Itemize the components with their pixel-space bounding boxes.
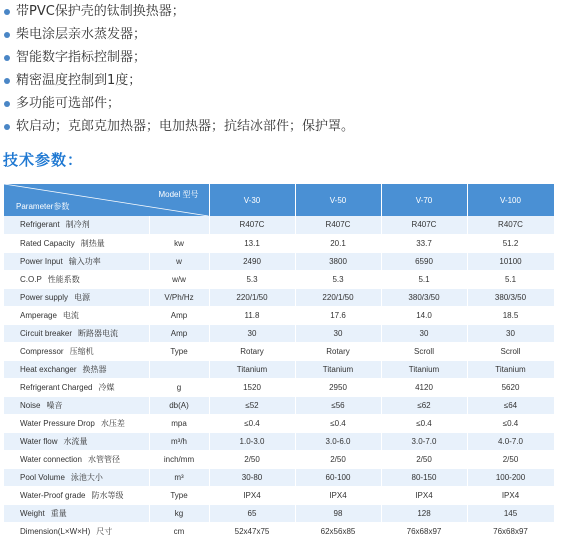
unit-cell: Type <box>149 486 209 504</box>
value-cell: 33.7 <box>381 234 467 252</box>
feature-list <box>0 0 577 138</box>
value-cell: 65 <box>209 504 295 522</box>
unit-cell: Amp <box>149 324 209 342</box>
parameter-header-label: Parameter参数 <box>16 202 70 211</box>
parameter-name-cell <box>4 396 149 414</box>
value-cell: 52x47x75 <box>209 522 295 540</box>
unit-cell: kg <box>149 504 209 522</box>
value-cell: 5620 <box>467 378 554 396</box>
parameter-name-en: Refrigerant Charged <box>20 382 93 392</box>
unit-cell: inch/mm <box>149 450 209 468</box>
parameter-name-cell <box>4 432 149 450</box>
value-cell: 30 <box>381 324 467 342</box>
parameter-name-cell <box>4 414 149 432</box>
bullet-icon <box>4 55 10 61</box>
parameter-name-cn: 制热量 <box>80 238 105 248</box>
table-row <box>4 216 554 234</box>
value-cell: Titanium <box>381 360 467 378</box>
parameter-name-en: Weight <box>20 508 45 518</box>
value-cell: 98 <box>295 504 381 522</box>
table-header-row <box>4 184 554 216</box>
model-column-header: V-30 <box>209 184 295 216</box>
table-row <box>4 522 554 540</box>
unit-cell: kw <box>149 234 209 252</box>
feature-item <box>0 23 577 46</box>
parameter-name-cell <box>4 216 149 234</box>
parameter-name-en: Power Input <box>20 256 63 266</box>
value-cell: 380/3/50 <box>381 288 467 306</box>
value-cell: 5.1 <box>381 270 467 288</box>
parameter-name-cell <box>4 378 149 396</box>
parameter-name-en: Compressor <box>20 346 64 356</box>
value-cell: 80-150 <box>381 468 467 486</box>
unit-cell <box>149 360 209 378</box>
parameter-name-en: Rated Capacity <box>20 238 75 248</box>
value-cell: 30-80 <box>209 468 295 486</box>
value-cell: 1.0-3.0 <box>209 432 295 450</box>
table-row <box>4 342 554 360</box>
feature-item <box>0 0 577 23</box>
parameter-name-en: C.O.P <box>20 274 42 284</box>
feature-text: 精密温度控制到1度； <box>16 73 142 88</box>
value-cell: Scroll <box>467 342 554 360</box>
value-cell: 4120 <box>381 378 467 396</box>
value-cell: 128 <box>381 504 467 522</box>
value-cell: 100-200 <box>467 468 554 486</box>
value-cell: ≤0.4 <box>209 414 295 432</box>
parameter-name-cn: 断路器电流 <box>78 328 119 338</box>
value-cell: ≤64 <box>467 396 554 414</box>
parameter-name-cn: 重量 <box>50 508 67 518</box>
value-cell: 1520 <box>209 378 295 396</box>
table-row <box>4 486 554 504</box>
value-cell: 20.1 <box>295 234 381 252</box>
value-cell: 220/1/50 <box>295 288 381 306</box>
table-row <box>4 270 554 288</box>
bullet-icon <box>4 78 10 84</box>
value-cell: ≤56 <box>295 396 381 414</box>
value-cell: ≤0.4 <box>467 414 554 432</box>
unit-cell: m³ <box>149 468 209 486</box>
table-row <box>4 288 554 306</box>
unit-cell: cm <box>149 522 209 540</box>
parameter-name-en: Dimension(L×W×H) <box>20 526 91 536</box>
parameter-name-en: Power supply <box>20 292 69 302</box>
parameter-name-cn: 电流 <box>62 310 79 320</box>
parameter-name-en: Noise <box>20 400 41 410</box>
parameter-name-en: Pool Volume <box>20 472 65 482</box>
value-cell: 60-100 <box>295 468 381 486</box>
feature-text: 软启动；克郎克加热器；电加热器；抗结冰部件；保护罩。 <box>16 119 355 134</box>
unit-cell: m³/h <box>149 432 209 450</box>
value-cell: 76x68x97 <box>467 522 554 540</box>
feature-item <box>0 115 577 138</box>
parameter-name-en: Refrigerant <box>20 220 60 230</box>
unit-cell: Type <box>149 342 209 360</box>
value-cell: 145 <box>467 504 554 522</box>
value-cell: 4.0-7.0 <box>467 432 554 450</box>
value-cell: 3800 <box>295 252 381 270</box>
value-cell: 30 <box>295 324 381 342</box>
parameter-name-cell <box>4 360 149 378</box>
bullet-icon <box>4 101 10 107</box>
value-cell: R407C <box>295 216 381 234</box>
unit-cell: Amp <box>149 306 209 324</box>
parameter-name-en: Water connection <box>20 454 82 464</box>
unit-cell: w <box>149 252 209 270</box>
table-row <box>4 414 554 432</box>
model-column-header: V-100 <box>467 184 554 216</box>
parameter-name-cell <box>4 522 149 540</box>
value-cell: Titanium <box>295 360 381 378</box>
value-cell: 5.3 <box>295 270 381 288</box>
value-cell: IPX4 <box>467 486 554 504</box>
parameter-name-cell <box>4 324 149 342</box>
table-row <box>4 234 554 252</box>
model-column-header: V-70 <box>381 184 467 216</box>
parameter-name-cn: 输入功率 <box>68 256 101 266</box>
parameter-name-cn: 制冷剂 <box>65 220 90 230</box>
value-cell: 11.8 <box>209 306 295 324</box>
parameter-name-cn: 泳池大小 <box>70 472 103 482</box>
header-corner-cell <box>4 184 209 216</box>
value-cell: 2/50 <box>295 450 381 468</box>
section-title: 技术参数： <box>3 151 84 169</box>
value-cell: 62x56x85 <box>295 522 381 540</box>
parameter-name-cn: 水管管径 <box>87 454 120 464</box>
value-cell: IPX4 <box>295 486 381 504</box>
parameter-name-cell <box>4 450 149 468</box>
value-cell: IPX4 <box>381 486 467 504</box>
value-cell: R407C <box>209 216 295 234</box>
value-cell: Scroll <box>381 342 467 360</box>
table-row <box>4 504 554 522</box>
value-cell: 5.1 <box>467 270 554 288</box>
value-cell: 10100 <box>467 252 554 270</box>
value-cell: 30 <box>467 324 554 342</box>
table-row <box>4 396 554 414</box>
table-row <box>4 252 554 270</box>
feature-item <box>0 92 577 115</box>
parameter-name-cell <box>4 468 149 486</box>
model-header-label: Model 型号 <box>158 190 199 199</box>
value-cell: ≤0.4 <box>381 414 467 432</box>
value-cell: 5.3 <box>209 270 295 288</box>
bullet-icon <box>4 9 10 15</box>
parameter-name-cell <box>4 252 149 270</box>
value-cell: ≤52 <box>209 396 295 414</box>
value-cell: 13.1 <box>209 234 295 252</box>
value-cell: 2490 <box>209 252 295 270</box>
table-row <box>4 378 554 396</box>
spec-table <box>4 184 555 541</box>
parameter-name-cell <box>4 504 149 522</box>
unit-cell: db(A) <box>149 396 209 414</box>
value-cell: 2/50 <box>381 450 467 468</box>
value-cell: Titanium <box>467 360 554 378</box>
parameter-name-cn: 冷媒 <box>98 382 115 392</box>
value-cell: R407C <box>381 216 467 234</box>
bullet-icon <box>4 32 10 38</box>
table-row <box>4 324 554 342</box>
parameter-name-cn: 压缩机 <box>69 346 94 356</box>
feature-text: 多功能可选部件； <box>16 96 121 111</box>
feature-text: 智能数字指标控制器； <box>16 50 147 65</box>
parameter-name-en: Water flow <box>20 436 58 446</box>
value-cell: 14.0 <box>381 306 467 324</box>
parameter-name-cell <box>4 306 149 324</box>
unit-cell: w/w <box>149 270 209 288</box>
parameter-name-cell <box>4 342 149 360</box>
parameter-name-cn: 换热器 <box>82 364 107 374</box>
value-cell: 3.0-7.0 <box>381 432 467 450</box>
value-cell: 76x68x97 <box>381 522 467 540</box>
value-cell: 2950 <box>295 378 381 396</box>
table-row <box>4 306 554 324</box>
value-cell: Rotary <box>295 342 381 360</box>
table-row <box>4 360 554 378</box>
feature-text: 柴电涂层亲水蒸发器； <box>16 27 147 42</box>
value-cell: 18.5 <box>467 306 554 324</box>
parameter-name-cn: 防水等级 <box>91 490 124 500</box>
model-column-header: V-50 <box>295 184 381 216</box>
parameter-name-cn: 性能系数 <box>47 274 80 284</box>
value-cell: 51.2 <box>467 234 554 252</box>
table-row <box>4 468 554 486</box>
spec-table-body <box>4 216 554 540</box>
unit-cell: g <box>149 378 209 396</box>
feature-item <box>0 46 577 69</box>
parameter-name-en: Heat exchanger <box>20 364 77 374</box>
value-cell: 380/3/50 <box>467 288 554 306</box>
value-cell: 30 <box>209 324 295 342</box>
parameter-name-cell <box>4 234 149 252</box>
parameter-name-cn: 噪音 <box>46 400 63 410</box>
unit-cell: mpa <box>149 414 209 432</box>
value-cell: ≤0.4 <box>295 414 381 432</box>
parameter-name-cell <box>4 486 149 504</box>
feature-text: 带PVC保护壳的钛制换热器； <box>16 4 185 19</box>
parameter-name-cell <box>4 288 149 306</box>
value-cell: 6590 <box>381 252 467 270</box>
value-cell: 2/50 <box>467 450 554 468</box>
parameter-name-cn: 水压差 <box>100 418 125 428</box>
value-cell: Rotary <box>209 342 295 360</box>
value-cell: ≤62 <box>381 396 467 414</box>
value-cell: Titanium <box>209 360 295 378</box>
unit-cell <box>149 216 209 234</box>
parameter-name-cn: 水流量 <box>63 436 88 446</box>
bullet-icon <box>4 124 10 130</box>
parameter-name-en: Water-Proof grade <box>20 490 86 500</box>
table-row <box>4 450 554 468</box>
value-cell: 2/50 <box>209 450 295 468</box>
value-cell: 3.0-6.0 <box>295 432 381 450</box>
parameter-name-en: Circuit breaker <box>20 328 73 338</box>
value-cell: 17.6 <box>295 306 381 324</box>
parameter-name-cn: 电源 <box>74 292 91 302</box>
value-cell: 220/1/50 <box>209 288 295 306</box>
feature-item <box>0 69 577 92</box>
parameter-name-en: Water Pressure Drop <box>20 418 95 428</box>
parameter-name-cell <box>4 270 149 288</box>
parameter-name-en: Amperage <box>20 310 57 320</box>
parameter-name-cn: 尺寸 <box>96 526 113 536</box>
value-cell: IPX4 <box>209 486 295 504</box>
table-row <box>4 432 554 450</box>
unit-cell: V/Ph/Hz <box>149 288 209 306</box>
value-cell: R407C <box>467 216 554 234</box>
